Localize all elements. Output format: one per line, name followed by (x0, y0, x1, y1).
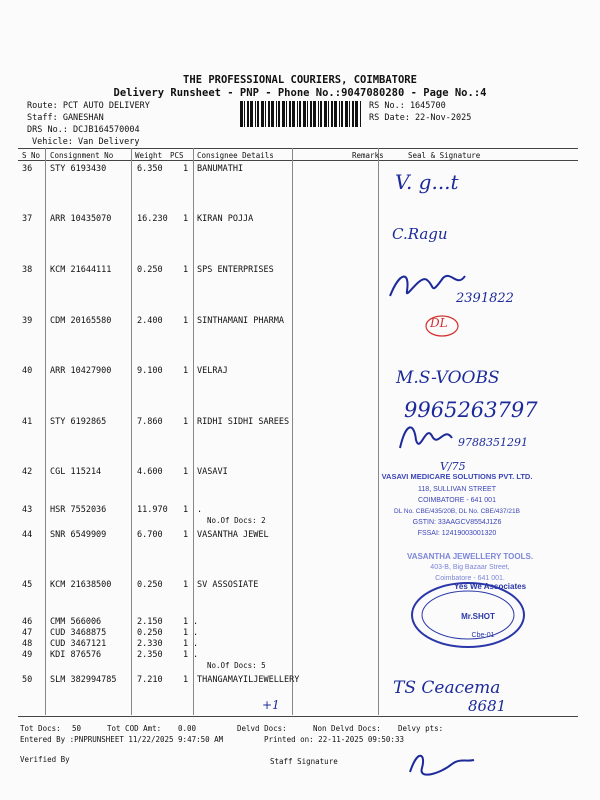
rs-no-text: RS No.: 1645700 (369, 101, 446, 111)
round-seal-text-bottom: Cbe-01 (471, 632, 495, 639)
table-row-weight: 7.860 (137, 417, 163, 427)
stamp-vasavi-line1: VASAVI MEDICARE SOLUTIONS PVT. LTD. (381, 472, 533, 481)
table-row-pcs: 1 (183, 505, 189, 515)
table-row-consignment: KCM 21644111 (50, 265, 112, 275)
table-row-pcs: 1 (183, 580, 189, 590)
stamp-vasavi-line2: 118, SULLIVAN STREET (418, 486, 496, 493)
table-row-sno: 50 (22, 675, 33, 685)
table-row-consignment: CMM 566006 (50, 617, 102, 627)
table-row-pcs: 1 (183, 316, 189, 326)
table-row-weight: 6.350 (137, 164, 163, 174)
table-row-consignment: KDI 876576 (50, 650, 102, 660)
round-seal-text-top: Yes We Associates (453, 582, 527, 591)
table-row-weight: 7.210 (137, 675, 163, 685)
table-row-weight: 4.600 (137, 467, 163, 477)
table-row-consignee: . (193, 617, 199, 627)
table-row-sno: 48 (22, 639, 33, 649)
phone-sub-row-41: 9788351291 (458, 436, 528, 449)
delvd-docs-label: Delvd Docs: (237, 724, 287, 733)
col-header-consignment: Consignment No (50, 151, 114, 160)
entered-by-text: Entered By :PNPRUNSHEET 11/22/2025 9:47:50 AM (20, 735, 224, 744)
table-row-pcs: 1 (183, 675, 189, 685)
table-row-pcs: 1 (183, 628, 189, 638)
round-seal-text-center: Mr.SHOT (461, 612, 495, 621)
table-row-consignment: CUD 3467121 (50, 639, 107, 649)
table-row-consignment: STY 6193430 (50, 164, 107, 174)
barcode (240, 101, 364, 127)
col-header-remarks: Remarks (352, 151, 384, 160)
table-row-pcs: 1 (183, 265, 189, 275)
table-row-consignee: VELRAJ (197, 366, 228, 376)
mark-row-42: V/75 (440, 460, 466, 473)
table-row-consignment: HSR 7552036 (50, 505, 107, 515)
table-row-consignee: SV ASSOSIATE (197, 580, 259, 590)
table-row-sno: 41 (22, 417, 33, 427)
staff-text: Staff: GANESHAN (27, 113, 104, 123)
company-title: THE PROFESSIONAL COURIERS, COIMBATORE (183, 74, 417, 86)
tot-docs-label: Tot Docs: (20, 724, 61, 733)
stamp-vasantha-line3: Coimbatore - 641 001. (435, 575, 505, 582)
table-row-weight: 11.970 (137, 505, 168, 515)
tot-cod-value: 0.00 (178, 724, 197, 733)
table-row-consignee: KIRAN POJJA (197, 214, 254, 224)
table-row-consignee: BANUMATHI (197, 164, 244, 174)
table-row-consignment: CUD 3468875 (50, 628, 107, 638)
table-row-consignee: SPS ENTERPRISES (197, 265, 274, 275)
table-row-consignment: STY 6192865 (50, 417, 107, 427)
table-row-weight: 9.100 (137, 366, 163, 376)
non-delvd-docs-label: Non Delvd Docs: (313, 724, 381, 733)
tot-cod-label: Tot COD Amt: (107, 724, 162, 733)
col-header-seal: Seal & Signature (408, 151, 481, 160)
table-row-consignment: KCM 21638500 (50, 580, 112, 590)
col-divider (131, 148, 132, 715)
vehicle-text: Vehicle: Van Delivery (32, 137, 140, 147)
table-row-consignee: . (193, 650, 199, 660)
table-row-consignee: RIDHI SIDHI SAREES (197, 417, 290, 427)
staff-signature-scribble (400, 744, 480, 784)
table-row-consignee: SINTHAMANI PHARMA (197, 316, 284, 326)
table-row-sno: 42 (22, 467, 33, 477)
drs-text: DRS No.: DCJB164570004 (27, 125, 140, 135)
stamp-vasantha-line2: 403-B, Big Bazaar Street, (430, 564, 510, 571)
staff-signature-label: Staff Signature (270, 757, 338, 766)
col-header-consignee: Consignee Details (197, 151, 274, 160)
signature-scribble-41 (396, 418, 456, 454)
table-row-pcs: 1 (183, 366, 189, 376)
signature-row-36: V. g...t (395, 170, 459, 194)
table-row-sno: 38 (22, 265, 33, 275)
printed-on-text: Printed on: 22-11-2025 09:50:33 (264, 735, 404, 744)
col-divider (45, 148, 46, 715)
table-row-weight: 0.250 (137, 580, 163, 590)
table-row-sno: 43 (22, 505, 33, 515)
delvy-pts-label: Delvy pts: (398, 724, 444, 733)
table-bottom-rule (18, 716, 578, 717)
runsheet-title: Delivery Runsheet - PNP - Phone No.:9047080280 - Page No.:4 (113, 87, 487, 99)
table-row-pcs: 1 (183, 530, 189, 540)
table-row-consignee: VASANTHA JEWEL (197, 530, 269, 540)
table-row-sno: 47 (22, 628, 33, 638)
table-row-consignment: ARR 10435070 (50, 214, 112, 224)
table-row-consignee: . (197, 505, 203, 515)
table-row-consignee: . (193, 639, 199, 649)
table-row-weight: 2.350 (137, 650, 163, 660)
table-row-pcs: 1 (183, 467, 189, 477)
table-header-rule (18, 160, 578, 161)
table-row-pcs: 1 (183, 417, 189, 427)
col-header-pcs: PCS (170, 151, 184, 160)
table-row-sno: 39 (22, 316, 33, 326)
route-text: Route: PCT AUTO DELIVERY (27, 101, 150, 111)
table-row-sno: 37 (22, 214, 33, 224)
table-row-weight: 2.330 (137, 639, 163, 649)
col-header-sno: S No (22, 151, 41, 160)
table-row-weight: 16.230 (137, 214, 168, 224)
table-row-consignee: . (193, 628, 199, 638)
signature-number-38: 2391822 (456, 291, 514, 306)
table-row-consignee: THANGAMAYILJEWELLERY (197, 675, 300, 685)
stamp-vasavi-line3: COIMBATORE - 641 001 (418, 497, 496, 504)
stamp-vasavi-line4: DL No. CBE/435/20B, DL No. CBE/437/21B (394, 508, 520, 515)
table-top-rule (18, 148, 578, 149)
table-row-weight: 6.700 (137, 530, 163, 540)
mark-row-43: +1 (262, 698, 280, 712)
table-row-pcs: 1 (183, 639, 189, 649)
table-row-pcs: 1 (183, 650, 189, 660)
docs-note: No.Of Docs: 2 (207, 516, 266, 525)
verified-by-label: Verified By (20, 755, 70, 764)
docs-note: No.Of Docs: 5 (207, 661, 266, 670)
table-row-sno: 40 (22, 366, 33, 376)
table-row-consignment: CDM 20165580 (50, 316, 112, 326)
signature-row-40: M.S-VOOBS (396, 368, 500, 388)
table-row-sno: 49 (22, 650, 33, 660)
stamp-vasavi-line6: FSSAI: 12419003001320 (417, 530, 497, 537)
table-row-weight: 0.250 (137, 628, 163, 638)
table-row-sno: 45 (22, 580, 33, 590)
signature-row-50: TS Ceacema (393, 678, 501, 698)
table-row-pcs: 1 (183, 617, 189, 627)
signature-number-50: 8681 (468, 697, 507, 715)
tot-docs-value: 50 (72, 724, 82, 733)
table-row-pcs: 1 (183, 164, 189, 174)
signature-row-39: DL (430, 316, 448, 330)
rs-date-text: RS Date: 22-Nov-2025 (369, 113, 472, 123)
table-row-pcs: 1 (183, 214, 189, 224)
table-row-weight: 2.150 (137, 617, 163, 627)
table-row-consignment: CGL 115214 (50, 467, 102, 477)
signature-row-37: C.Ragu (392, 225, 448, 243)
table-row-consignment: SNR 6549909 (50, 530, 107, 540)
table-row-weight: 2.400 (137, 316, 163, 326)
phone-row-41: 9965263797 (404, 398, 538, 422)
col-divider (378, 148, 379, 715)
table-row-weight: 0.250 (137, 265, 163, 275)
stamp-vasantha-line1: VASANTHA JEWELLERY TOOLS. (406, 552, 534, 561)
table-row-consignment: SLM 382994785 (50, 675, 117, 685)
stamp-vasavi-line5: GSTIN: 33AAGCV8554J1Z6 (412, 519, 502, 526)
table-row-consignment: ARR 10427900 (50, 366, 112, 376)
table-row-sno: 44 (22, 530, 33, 540)
table-row-sno: 36 (22, 164, 33, 174)
table-row-sno: 46 (22, 617, 33, 627)
col-header-weight: Weight (135, 151, 163, 160)
col-divider (292, 148, 293, 715)
table-row-consignee: VASAVI (197, 467, 228, 477)
